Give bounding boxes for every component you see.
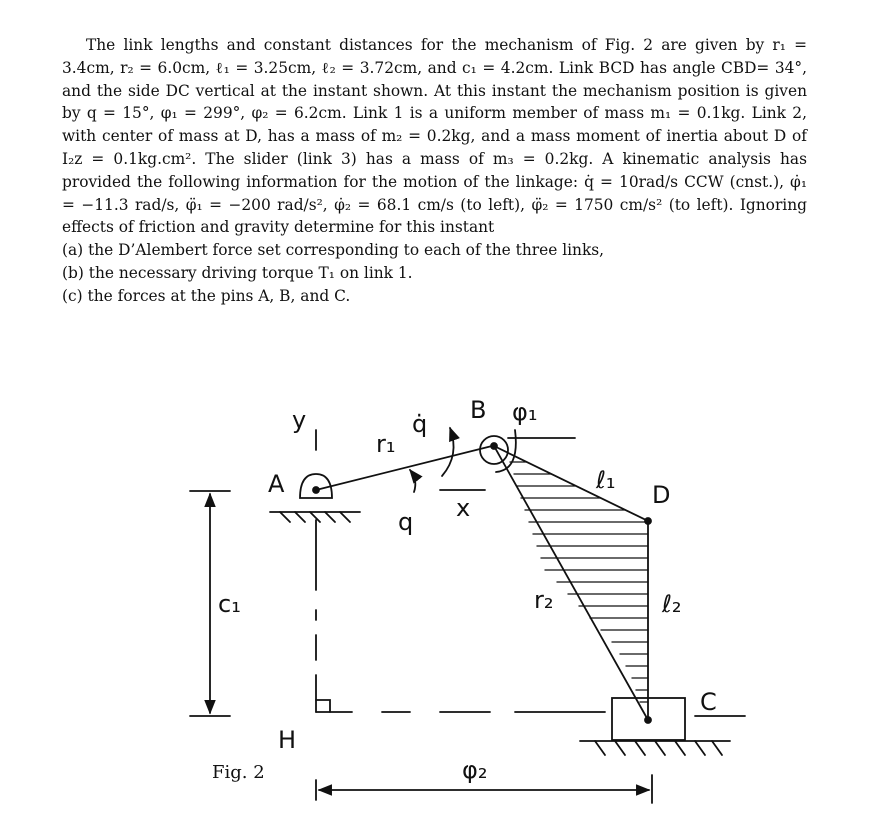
link-2-hatching (510, 462, 648, 702)
link-2-triangle (494, 446, 648, 720)
label-x: x (456, 494, 471, 522)
link-1 (316, 446, 492, 490)
q-angle-arc (410, 470, 415, 492)
qdot-arrow (442, 428, 454, 476)
label-b: B (470, 396, 487, 424)
label-c: C (700, 688, 717, 716)
label-q: q (398, 508, 414, 536)
label-l2: ℓ₂ (662, 590, 682, 618)
mechanism-figure (0, 380, 893, 830)
problem-intro: The link lengths and constant distances for the mechanism of Fig. 2 are given by r₁ = 3.4cm, r₂ = 6.0cm, ℓ₁ = 3.25cm, ℓ₂ = 3.72cm, and c₁ = 4.2cm. Link BCD has angle CBD= 34°, and the side DC vertical at the instant shown. At this instant the mechanism position is given by q = 15°, φ₁ = 299°, φ₂ = 6.2cm. Link 1 is a uniform member of mass m₁ = 0.1kg. Link 2, with center of mass at D, has a mass of m₂ = 0.2kg, and a mass moment of inertia about D of I₂z = 0.1kg.cm². The slider (link 3) has a mass of m₃ = 0.2kg. A kinematic analysis has provided the following information for the motion of the linkage: q̇ = 10rad/s CCW (cnst.), φ̇₁ = −11.3 rad/s, φ̈₁ = −200 rad/s², φ̇₂ = 68.1 cm/s (to left), φ̈₂ = 1750 cm/s² (to left). Ignoring effects of friction and gravity determine for this instant (62, 36, 807, 237)
label-qdot: q̇ (412, 410, 428, 438)
question-c: (c) the forces at the pins A, B, and C. (62, 286, 351, 305)
label-phi2: φ₂ (462, 756, 488, 784)
problem-statement (62, 34, 807, 308)
pivot-a (300, 474, 332, 498)
label-y: y (292, 406, 307, 434)
right-angle-mark (316, 700, 330, 712)
label-l1: ℓ₁ (596, 466, 616, 494)
label-d: D (652, 481, 671, 509)
question-a: (a) the D’Alembert force set corresponding to each of the three links, (62, 241, 605, 260)
figure-caption: Fig. 2 (212, 762, 265, 783)
label-phi1: φ₁ (512, 398, 538, 426)
question-b: (b) the necessary driving torque T₁ on link 1. (62, 263, 413, 282)
label-r2: r₂ (534, 586, 554, 614)
label-r1: r₁ (376, 430, 396, 458)
label-h: H (278, 726, 297, 754)
label-c1: c₁ (218, 590, 241, 618)
label-a: A (268, 470, 285, 498)
